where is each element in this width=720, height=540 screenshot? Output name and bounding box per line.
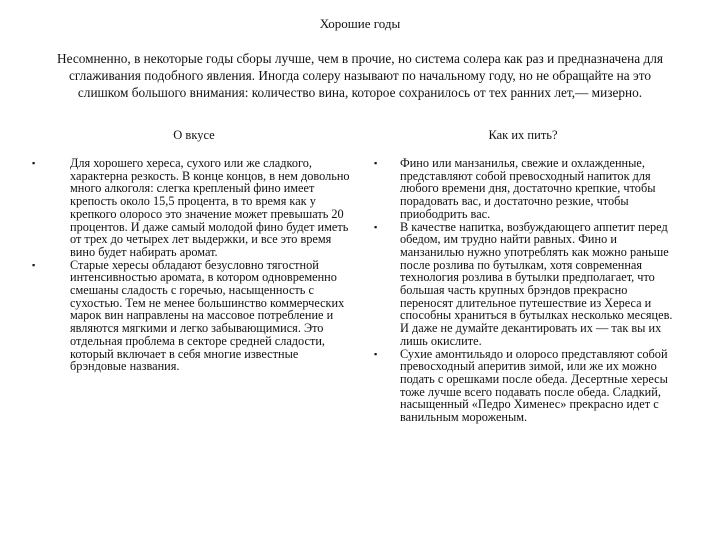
page-title: Хорошие годы [319,16,401,31]
taste-column [28,128,350,373]
how-to-drink-column [370,128,676,424]
bullet-icon: ▪ [32,259,36,270]
list-item-text: Для хорошего хереса, сухого или же сладкого, характерна резкость. В конце концов, в нем довольно много алкоголя: слегка крепленый фино имеет крепость около 15,5 процента, в то время как у крепкого олоросо это значение может превышать 20 процентов. И даже самый молодой фино будет иметь от трех до четырех лет выдержки, и все это время вино будет набирать аромат. [70,156,350,259]
list-item [28,259,350,373]
list-item [370,157,676,221]
list-item-text: Фино или манзанилья, свежие и охлажденные, представляют собой превосходный напиток для любого времени дня, достаточно крепкие, чтобы порадовать вас, и достаточно резкие, чтобы приободрить вас. [400,156,656,221]
list-item [370,221,676,348]
bullet-icon: ▪ [374,158,378,168]
bullet-icon: ▪ [32,158,36,168]
intro-paragraph: Несомненно, в некоторые годы сборы лучше, чем в прочие, но система солера как раз и предназначена для сглаживания подобного явления. Иногда солеру называют по начальному году, но не обращайте на это слишком большого внимания: количество вина, которое сохранилось от тех ранних лет,— мизерно. [56,51,663,100]
taste-heading: О вкусе [173,128,215,142]
list-item-text: В качестве напитка, возбуждающего аппетит перед обедом, им трудно найти равных. Фино и манзанилью нужно употреблять как можно раньше после розлива по бутылкам, хотя современная технология розлива в бутылки предполагает, что большая часть крупных брэндов прекрасно переносят длительное путешествие из Хереса и способны храниться в бутылках несколько месяцев. И даже не думайте декантировать их — так вы их лишь окислите. [400,219,673,348]
list-item-text: Сухие амонтильядо и олоросо представляют собой превосходный аперитив зимой, или же их можно подать с орешками после обеда. Десертные хересы тоже лучше всего подавать после обеда. Сладкий, насыщенный «Педро Хименес» прекрасно идет с ванильным мороженым. [400,346,668,425]
how-to-drink-heading: Как их пить? [488,128,558,142]
bullet-icon: ▪ [374,221,378,232]
list-item [28,157,350,259]
bullet-icon: ▪ [374,348,378,359]
taste-list [28,157,350,373]
how-to-drink-list [370,157,676,424]
list-item-text: Старые хересы обладают безусловно тягостной интенсивностью аромата, в котором одновременно смешаны сладость с горечью, насыщенность с сухостью. Тем не менее большинство коммерческих марок вин направлены на массовое потребление и являются мягкими и легко забывающимися. Это отдельная проблема в секторе средней сладости, который включает в себя многие известные брэндовые названия. [70,257,345,374]
list-item [370,348,676,424]
